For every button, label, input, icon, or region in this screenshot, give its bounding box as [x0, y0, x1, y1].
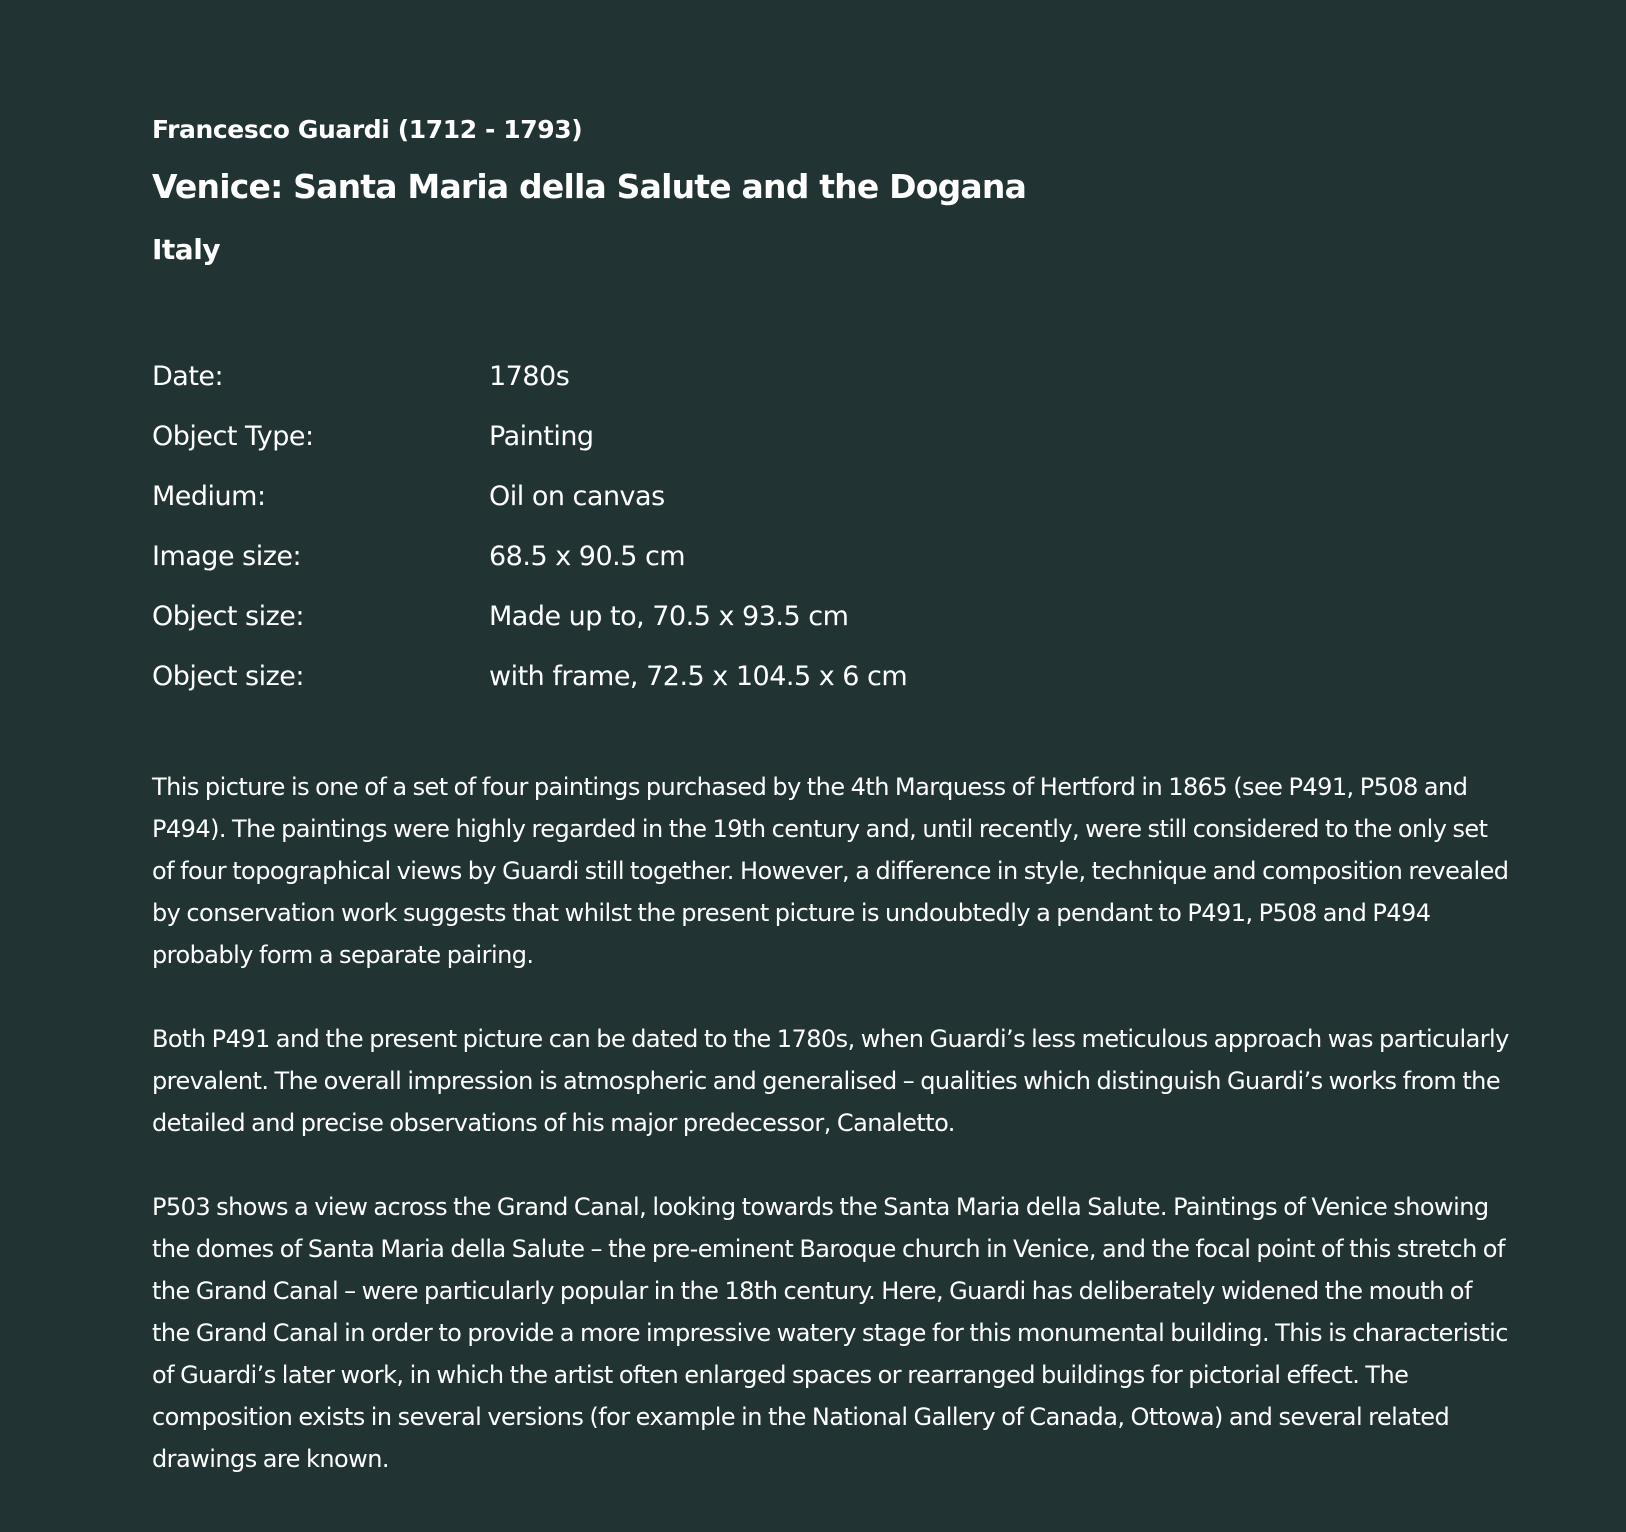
artwork-title: Venice: Santa Maria della Salute and the Dogana	[152, 167, 1027, 206]
detail-row-object-size-frame	[152, 646, 1512, 706]
description	[152, 766, 1512, 1480]
detail-value: Oil on canvas	[489, 480, 665, 512]
detail-row-medium	[152, 466, 1512, 526]
details-table	[152, 346, 1512, 706]
artwork-info	[152, 110, 1512, 1522]
detail-label: Object Type:	[152, 420, 314, 452]
detail-value: 68.5 x 90.5 cm	[489, 540, 686, 572]
detail-value: 1780s	[489, 360, 570, 392]
detail-label: Image size:	[152, 540, 302, 572]
detail-value: Made up to, 70.5 x 93.5 cm	[489, 600, 849, 632]
detail-row-object-type	[152, 406, 1512, 466]
detail-row-image-size	[152, 526, 1512, 586]
detail-label: Date:	[152, 360, 224, 392]
detail-label: Medium:	[152, 480, 266, 512]
detail-label: Object size:	[152, 660, 304, 692]
description-paragraph: This picture is one of a set of four paintings purchased by the 4th Marquess of Hertford in 1865 (see P491, P508 and P494). The paintings were highly regarded in the 19th century and, until recently, were still considered to the only set of four topographical views by Guardi still together. However, a difference in style, technique and composition revealed by conservation work suggests that whilst the present picture is undoubtedly a pendant to P491, P508 and P494 probably form a separate pairing.	[152, 773, 1509, 969]
description-paragraph: Both P491 and the present picture can be dated to the 1780s, when Guardi’s less meticulous approach was particularly prevalent. The overall impression is atmospheric and generalised – qualities which distinguish Guardi’s works from the detailed and precise observations of his major predecessor, Canaletto.	[152, 1025, 1509, 1137]
detail-label: Object size:	[152, 600, 304, 632]
detail-value: with frame, 72.5 x 104.5 x 6 cm	[489, 660, 908, 692]
artist-name: Francesco Guardi (1712 - 1793)	[152, 115, 583, 144]
detail-row-object-size	[152, 586, 1512, 646]
artwork-country: Italy	[152, 233, 221, 266]
detail-row-date	[152, 346, 1512, 406]
description-paragraph: P503 shows a view across the Grand Canal, looking towards the Santa Maria della Salute. Paintings of Venice showing the domes of Santa Maria della Salute – the pre-eminent Baroque church in Venice, and the focal point of this stretch of the Grand Canal – were particularly popular in the 18th century. Here, Guardi has deliberately widened the mouth of the Grand Canal in order to provide a more impressive watery stage for this monumental building. This is characteristic of Guardi’s later work, in which the artist often enlarged spaces or rearranged buildings for pictorial effect. The composition exists in several versions (for example in the National Gallery of Canada, Ottowa) and several related drawings are known.	[152, 1193, 1508, 1473]
detail-value: Painting	[489, 420, 594, 452]
